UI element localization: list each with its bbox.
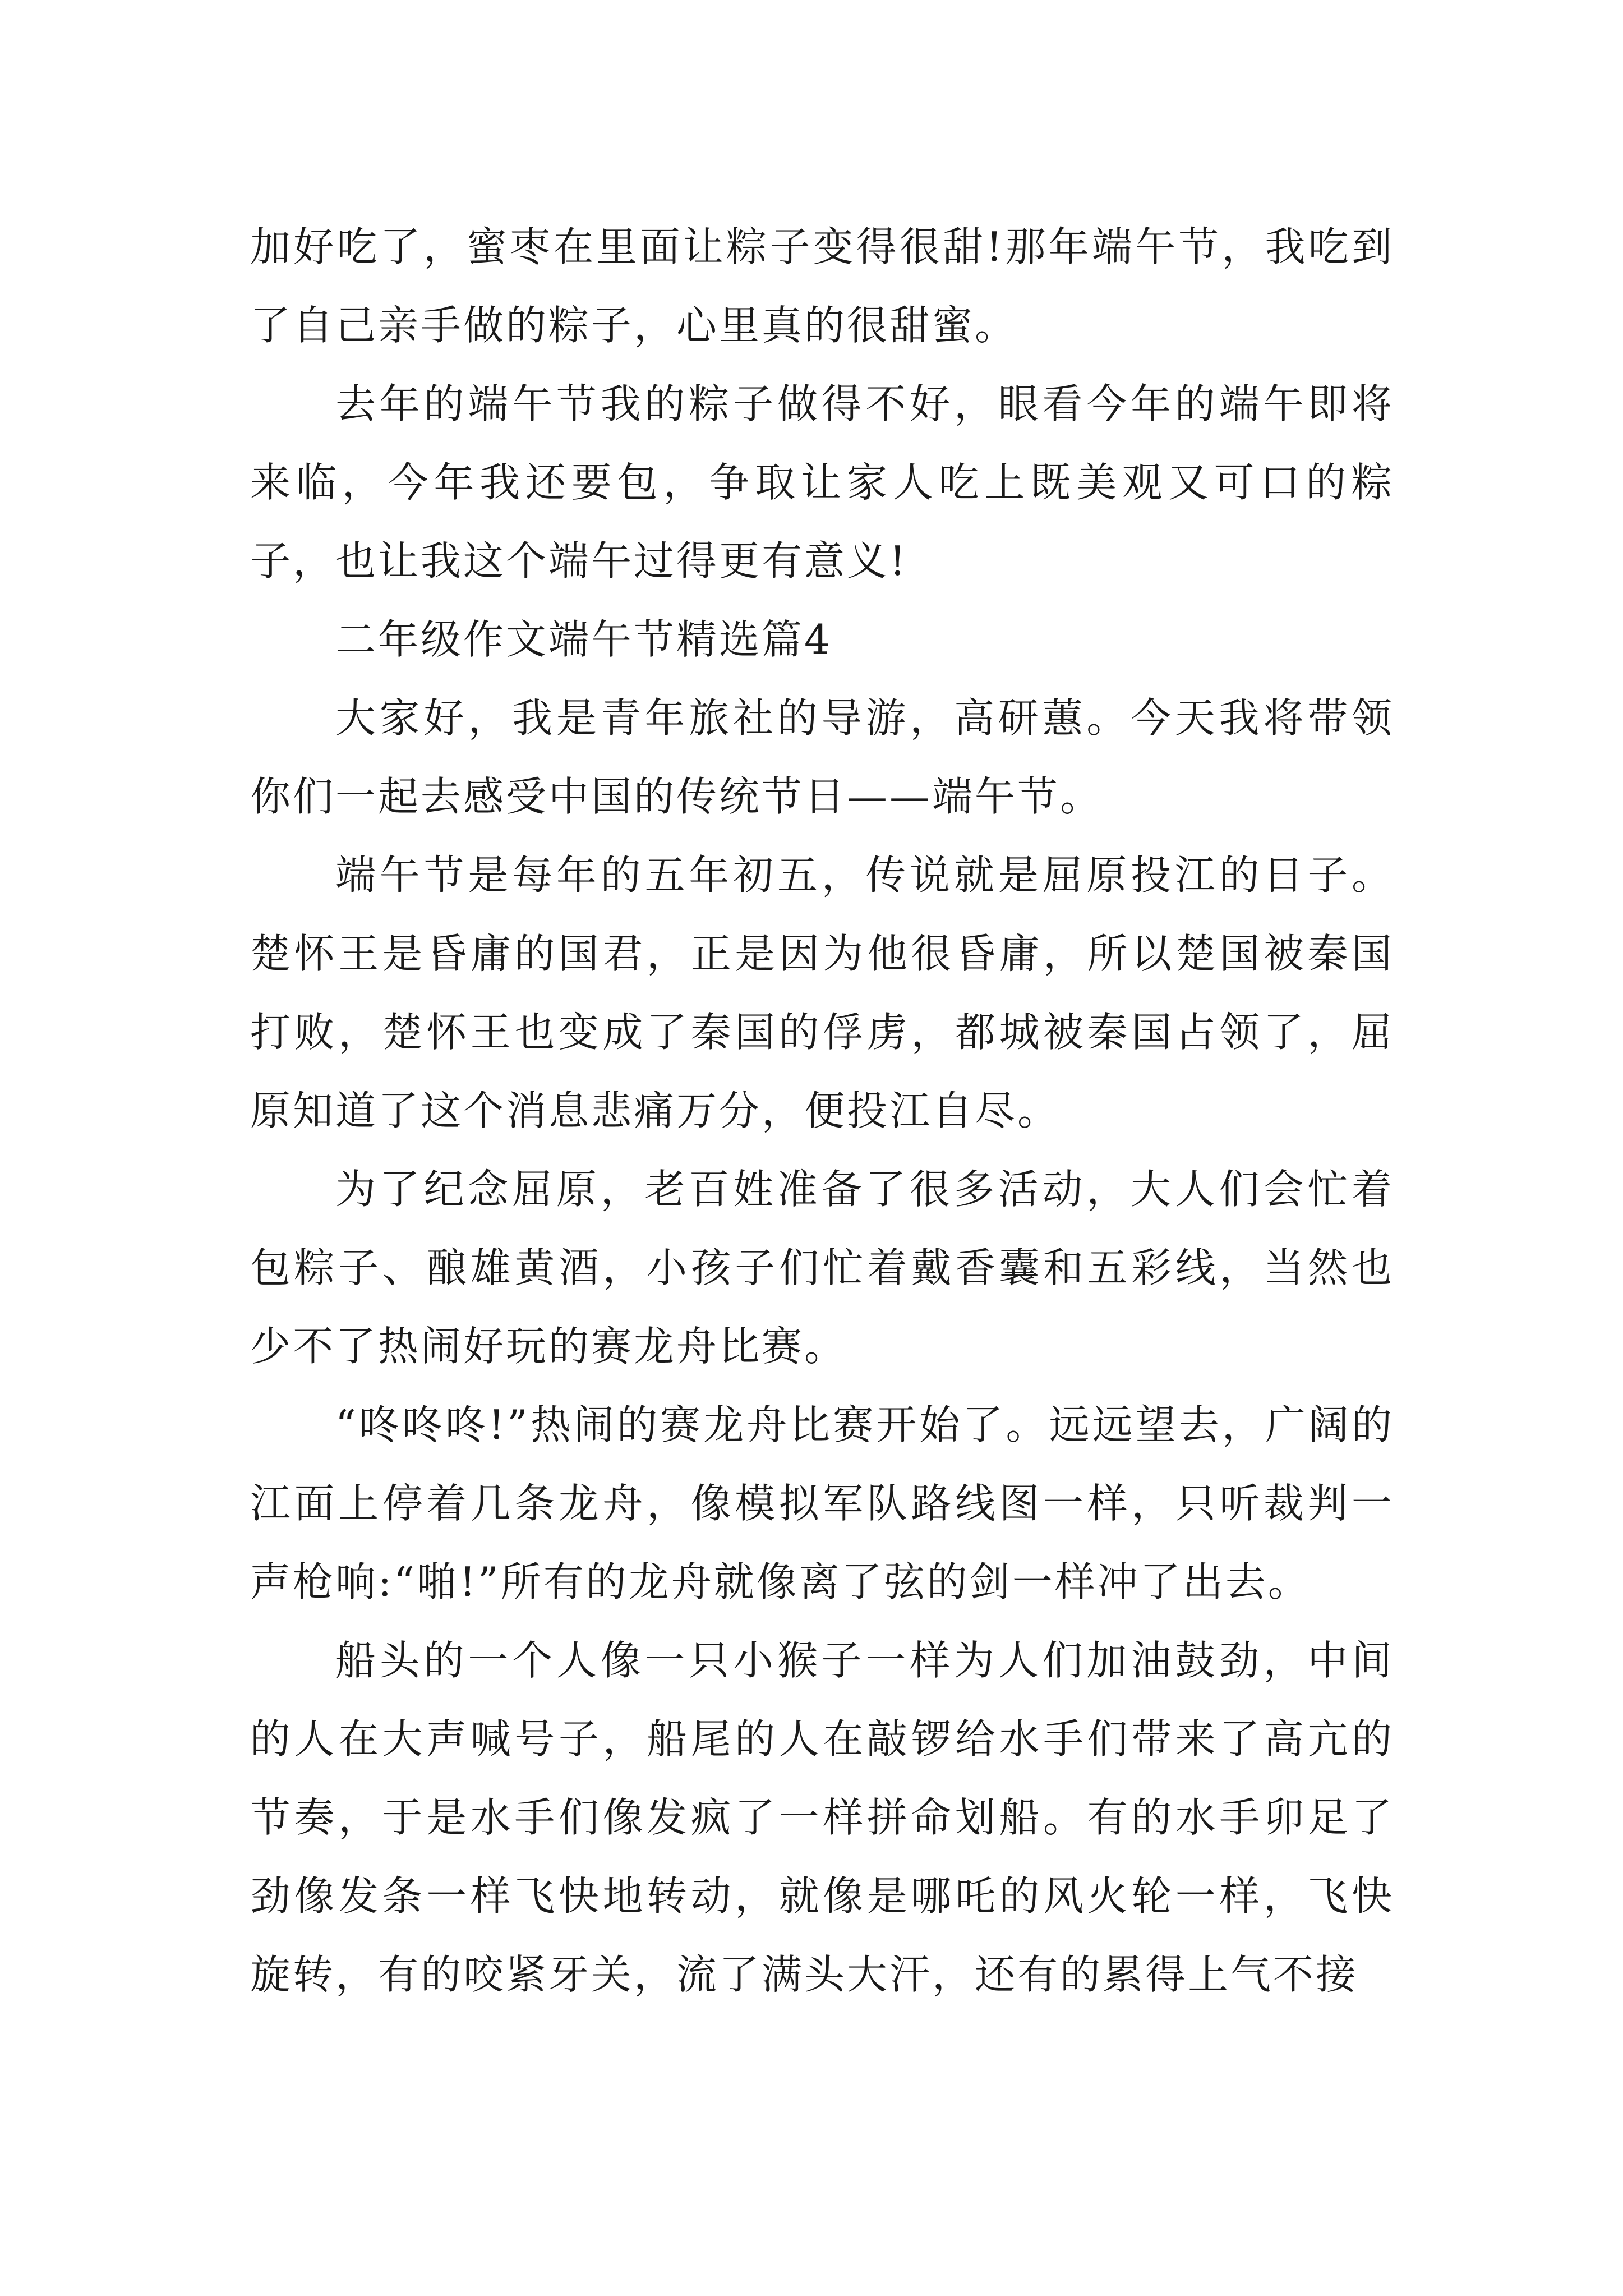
- paragraph-race-start: “咚咚咚!”热闹的赛龙舟比赛开始了。远远望去，广阔的江面上停着几条龙舟，像模拟军队路线图一样，只听裁判一声枪响:“啪!”所有的龙舟就像离了弦的剑一样冲了出去。: [250, 1401, 1394, 1605]
- document-body: [250, 208, 1394, 2014]
- paragraph-qu-yuan: 端午节是每年的五年初五，传说就是屈原投江的日子。楚怀王是昏庸的国君，正是因为他很昏庸，所以楚国被秦国打败，楚怀王也变成了秦国的俘虏，都城被秦国占领了，屈原知道了这个消息悲痛万分，便投江自尽。: [250, 852, 1394, 1134]
- paragraph-activities: 为了纪念屈原，老百姓准备了很多活动，大人们会忙着包粽子、酿雄黄酒，小孩子们忙着戴香囊和五彩线，当然也少不了热闹好玩的赛龙舟比赛。: [250, 1166, 1394, 1370]
- section-heading: 二年级作文端午节精选篇4: [335, 616, 832, 663]
- paragraph-continuation: 加好吃了，蜜枣在里面让粽子变得很甜!那年端午节，我吃到了自己亲手做的粽子，心里真的很甜蜜。: [250, 223, 1394, 349]
- paragraph-last-year: 去年的端午节我的粽子做得不好，眼看今年的端午即将来临，今年我还要包，争取让家人吃上既美观又可口的粽子，也让我这个端午过得更有意义!: [250, 380, 1394, 585]
- paragraph-greeting: 大家好，我是青年旅社的导游，高研蕙。今天我将带领你们一起去感受中国的传统节日——端午节。: [250, 694, 1394, 820]
- paragraph-rowers: 船头的一个人像一只小猴子一样为人们加油鼓劲，中间的人在大声喊号子，船尾的人在敲锣给水手们带来了高亢的节奏，于是水手们像发疯了一样拼命划船。有的水手卯足了劲像发条一样飞快地转动，就像是哪吒的风火轮一样，飞快旋转，有的咬紧牙关，流了满头大汗，还有的累得上气不接: [250, 1637, 1394, 1998]
